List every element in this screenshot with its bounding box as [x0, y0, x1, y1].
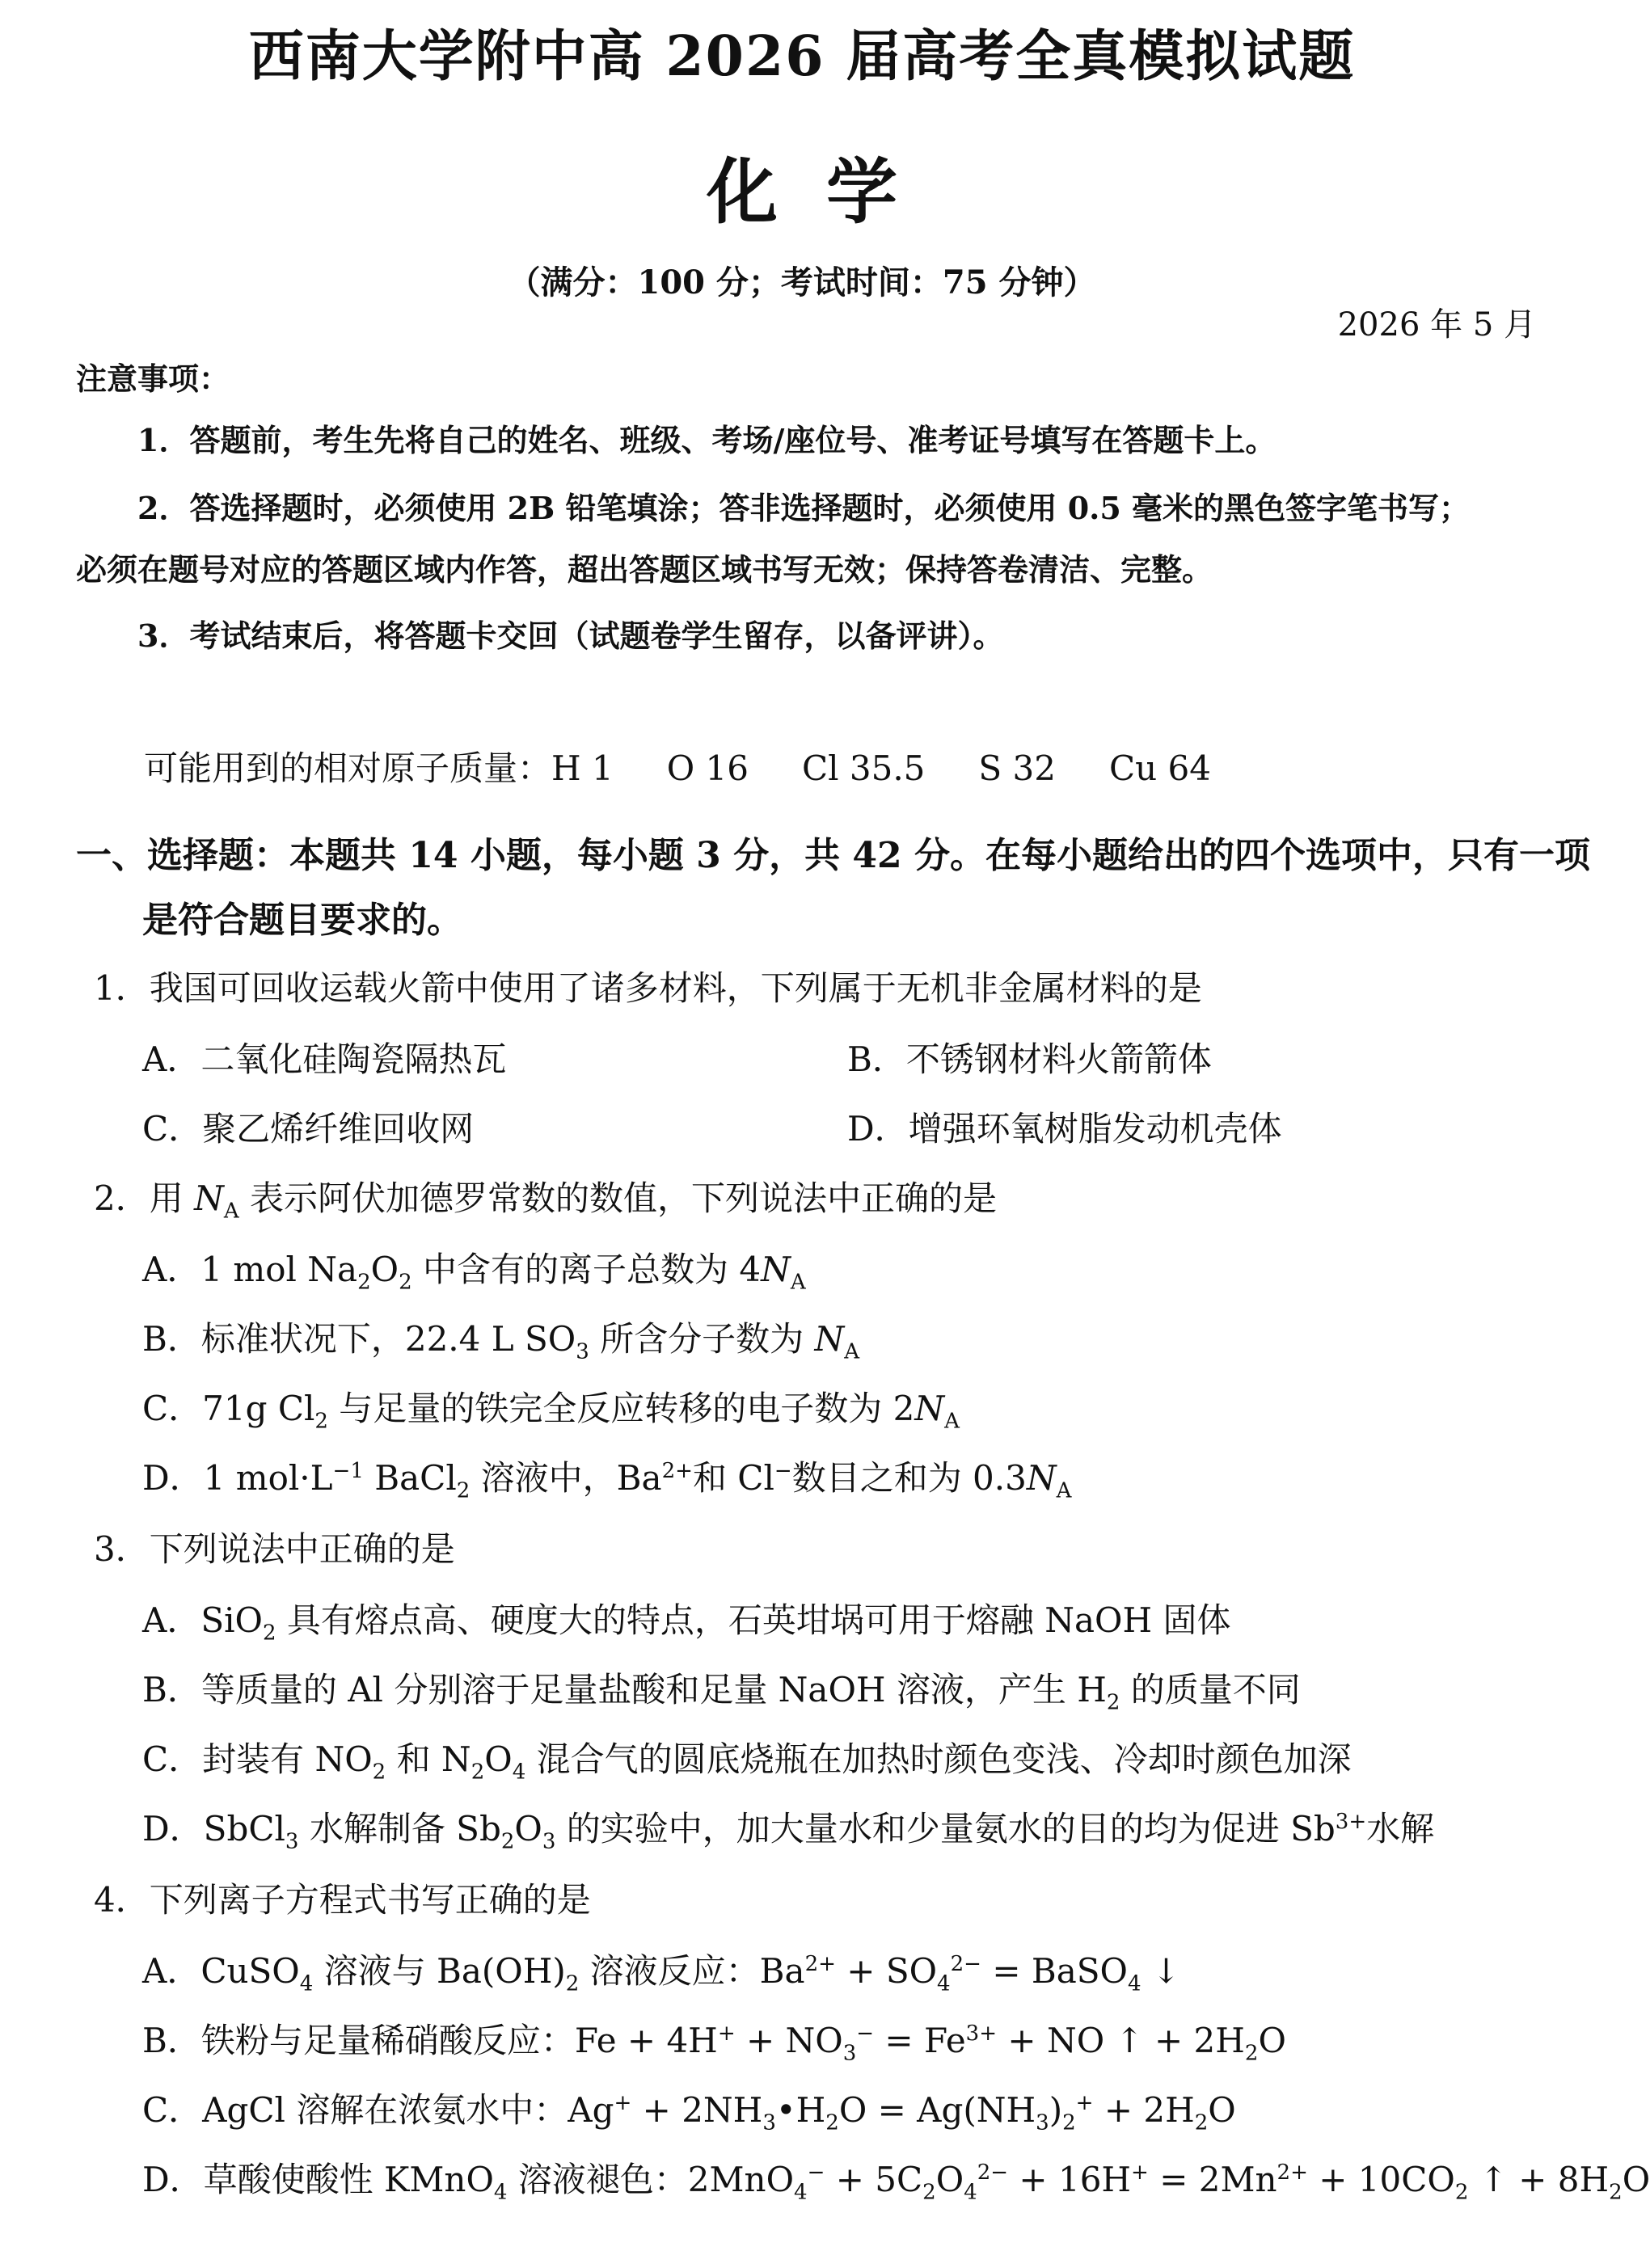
subject-title: 化学 [706, 150, 946, 234]
question-4-option-d: D．草酸使酸性 KMnO$_4$ 溶液褪色：$2MnO_4^- + 5C_2O_4^{2-} + 16H^+ = 2Mn^{2+} + 10CO_2$ ↑ + $8H_2O$ [142, 2160, 1650, 2205]
question-3-option-d: D．SbCl$_3$ 水解制备 $Sb_2O_3$ 的实验中，加大量水和少量氨水的目的均为促进 $Sb^{3+}$水解 [142, 1809, 1435, 1854]
question-2-option-d: D．1 $mol\cdot L^{-1}$ BaCl$_2$ 溶液中，$Ba^{2+}$和 Cl−数目之和为 $0.3N_A$ [142, 1458, 1072, 1503]
question-1-option-a: A．二氧化硅陶瓷隔热瓦 [142, 1039, 507, 1079]
question-2-option-c: C．71g $Cl_2$ 与足量的铁完全反应转移的电子数为 $2N_A$ [142, 1389, 960, 1434]
question-3-option-b: B．等质量的 Al 分别溶于足量盐酸和足量 NaOH 溶液，产生 $H_2$ 的质量不同 [142, 1670, 1301, 1715]
section-1-heading: 一、选择题：本题共 14 小题，每小题 3 分，共 42 分。在每小题给出的四个选项中，只有一项 [76, 835, 1590, 876]
question-1-stem: 1．我国可回收运载火箭中使用了诸多材料，下列属于无机非金属材料的是 [94, 968, 1202, 1008]
section-1-heading-cont: 是符合题目要求的。 [142, 900, 462, 941]
atomic-masses [144, 742, 1264, 790]
question-1-option-c: C．聚乙烯纤维回收网 [142, 1109, 475, 1149]
question-1-option-b: B．不锈钢材料火箭箭体 [847, 1039, 1212, 1079]
question-4-option-a: A．CuSO$_4$ 溶液与 $Ba(OH)_2$ 溶液反应：$Ba^{2+} + SO_4^{2-}$ = BaSO$_4$ ↓ [142, 1951, 1181, 1996]
exam-title: 西南大学附中高 2026 届高考全真模拟试题 [248, 24, 1356, 89]
question-3-stem: 3．下列说法中正确的是 [94, 1529, 455, 1569]
question-3-option-a: A．SiO$_2$ 具有熔点高、硬度大的特点，石英坩埚可用于熔融 NaOH 固体 [142, 1600, 1231, 1646]
mass-h: H 1 [551, 748, 614, 788]
question-4-option-b: B．铁粉与足量稀硝酸反应：$Fe + 4H^+ + NO_3^- = Fe^{3+}$ + NO ↑ + $2H_2O$ [142, 2021, 1286, 2066]
exam-meta: （满分：100 分；考试时间：75 分钟） [508, 263, 1096, 301]
question-2-option-a: A．1 mol $Na_2O_2$ 中含有的离子总数为 $4N_A$ [142, 1250, 806, 1295]
question-2-option-b: B．标准状况下，22.4 L $SO_3$ 所含分子数为 $N_A$ [142, 1319, 860, 1364]
notice-heading: 注意事项： [76, 360, 230, 397]
question-3-option-c: C．封装有 $NO_2$ 和 $N_2O_4$ 混合气的圆底烧瓶在加热时颜色变浅、冷却时颜色加深 [142, 1739, 1352, 1785]
question-1-option-d: D．增强环氧树脂发动机壳体 [847, 1109, 1282, 1149]
mass-s: S 32 [978, 748, 1056, 788]
atomic-masses-label: 可能用到的相对原子质量： [144, 748, 552, 788]
mass-o: O 16 [666, 748, 749, 788]
notice-item-3: 3．考试结束后，将答题卡交回（试题卷学生留存，以备评讲）。 [137, 618, 1004, 654]
question-2-stem: 2．用 $N_A$ 表示阿伏加德罗常数的数值，下列说法中正确的是 [94, 1178, 997, 1224]
notice-item-2-cont: 必须在题号对应的答题区域内作答，超出答题区域书写无效；保持答卷清洁、完整。 [76, 551, 1213, 588]
mass-cl: Cl 35.5 [801, 748, 926, 788]
notice-item-2: 2．答选择题时，必须使用 2B 铅笔填涂；答非选择题时，必须使用 0.5 毫米的黑色签字笔书写； [137, 490, 1471, 526]
mass-cu: Cu 64 [1108, 748, 1211, 788]
question-4-option-c: C．AgCl 溶解在浓氨水中：$Ag^+ + 2NH_3•H_2O = Ag(NH_3)_2^+ + 2H_2O$ [142, 2090, 1236, 2135]
question-4-stem: 4．下列离子方程式书写正确的是 [94, 1880, 591, 1920]
exam-date: 2026 年 5 月 [1337, 306, 1536, 344]
notice-item-1: 1．答题前，考生先将自己的姓名、班级、考场/座位号、准考证号填写在答题卡上。 [137, 422, 1277, 458]
